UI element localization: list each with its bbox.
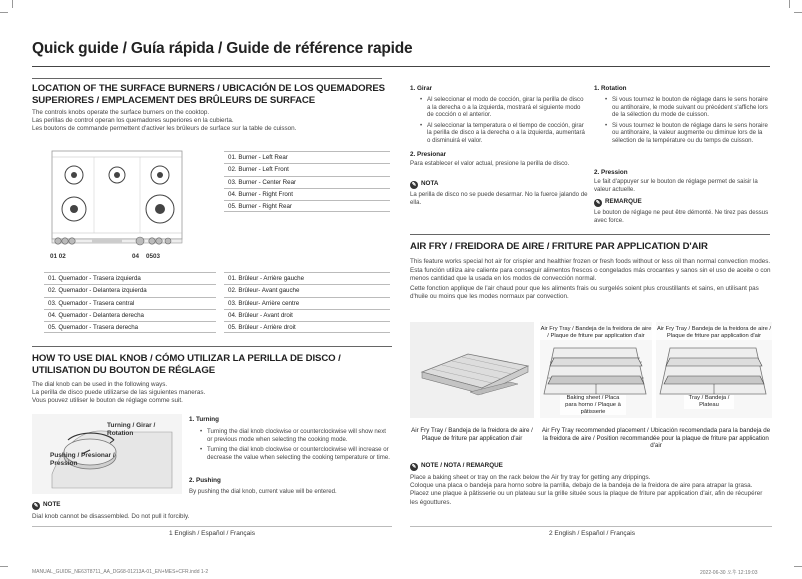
table-row: 02. Burner - Left Front [224,163,390,175]
bullet-text: Turning the dial knob clockwise or counterclockwise will increase or decrease the value when selecting the cooking temperature or time. [207,446,390,461]
nota-title: NOTA [421,180,439,187]
airfry-intro-fr: Cette fonction applique de l'air chaud pour que les aliments frais ou surgelés soient plus croustillants et sains, en utilisant pas d'huile ou moins que les modes normaux par convection. [410,284,759,300]
airfry-heading: AIR FRY / FREIDORA DE AIRE / FRITURE PAR APPLICATION D'AIR [410,241,708,252]
title-rule [32,66,770,67]
airfry-intro-en: This feature works special hot air for crispier and healthier frozen or fresh foods without or less oil than normal convection modes. [410,258,771,265]
airfry-note-en: Place a baking sheet or tray on the rack below the Air fry tray for getting any drippings. [410,474,651,481]
turning-label: Turning / Girar / Rotation [107,422,156,437]
burner-table-english [224,151,390,212]
es-presionar-text: Para establecer el valor actual, presione la perilla de disco. [410,160,570,167]
air-fry-tray-caption: Air Fry Tray / Bandeja de la freidora de aire / Plaque de friture par application d'air [411,427,533,442]
es-presionar-title: 2. Presionar [410,151,447,158]
footer-rule [32,526,392,527]
bullet-text: Al seleccionar la temperatura o el tiempo de cocción, girar la perilla de disco a la derecha o a la izquierda, aumentará o disminuirá el valor. [427,121,585,144]
burners-intro-fr: Les boutons de commande permettent d'activer les brûleurs de surface sur la table de cuisson. [32,125,297,133]
crop-mark [789,0,790,8]
airfry-note-es: Coloque una placa o bandeja para horno sobre la parrilla, debajo de la bandeja de la freidora de aire para atrapar la grasa. [410,482,753,490]
footer-rule [410,526,772,527]
nota-heading [410,180,438,189]
crop-mark [0,12,8,13]
airfry-note-title: NOTE / NOTA / REMARQUE [421,462,503,469]
note-icon: ✎ [595,200,601,206]
bullet-text: Al seleccionar el modo de cocción, girar la perilla de disco a la derecha o a la izquierda, mostrará el siguiente modo de cocción o el anterior. [427,96,584,119]
footer-right: 2 English / Español / Français [549,530,635,537]
table-row: 04. Burner - Right Front [224,188,390,200]
knob-label-04: 04 [132,253,140,260]
list-item: • Si vous tournez le bouton de réglage dans le sens horaire ou antihoraire, la valeur augmente ou diminue lors de la sélection de la température ou du temps de cuisson. [605,121,768,144]
list-item: • Al seleccionar la temperatura o el tiempo de cocción, girar la perilla de disco a la derecha o a la izquierda, aumentará o disminuirá el valor. [420,121,585,144]
table-row: 05. Burner - Right Rear [224,200,390,212]
note-icon: ✎ [411,182,417,188]
table-row: 03. Burner - Center Rear [224,176,390,188]
pushing-label: Pushing / Presionar / Pression [50,452,115,467]
table-row: 02. Brûleur- Avant gauche [224,284,390,296]
crop-mark [794,12,802,13]
fr-pression-text: Le fait d'appuyer sur le bouton de réglage permet de saisir la valeur actuelle. [594,178,758,193]
airfry-note-fr: Placez une plaque à pâtisserie ou un plateau sur la grille située sous la plaque de friture par application d'air, afin de récupérer les égouttures. [410,490,763,506]
section-rule [32,78,382,79]
burner-table-french [224,272,390,333]
air-fry-tray-image [410,322,534,418]
table-row: 01. Brûleur - Arrière gauche [224,272,390,284]
knob-label-05-03: 0503 [146,253,161,260]
dial-heading: HOW TO USE DIAL KNOB / CÓMO UTILIZAR LA PERILLA DE DISCO / UTILISATION DU BOUTON DE RÉGLAGE [32,353,341,376]
bullet-text: Turning the dial knob clockwise or counterclockwise will show next or previous mode when selecting the cooking mode. [207,428,386,443]
bullet-text: Si vous tournez le bouton de réglage dans le sens horaire ou antihoraire, la valeur augmente ou diminue lors de la sélection de la température ou du temps de cuisson. [612,121,768,144]
remarque-title: REMARQUE [605,198,642,205]
table-row: 02. Quemador - Delantera izquierda [44,284,216,296]
dial-intro-fr: Vous pouvez utiliser le bouton de réglage comme suit. [32,397,183,405]
note-title: NOTE [43,501,61,508]
table-row: 04. Brûleur - Avant droit [224,309,390,321]
nota-text: La perilla de disco no se puede desarmar. No la fuerce jalando de ella. [410,191,588,206]
remarque-heading [594,198,642,207]
bullet-text: Si vous tournez le bouton de réglage dans le sens horaire ou antihoraire, le mode suivant ou précédent s'affiche lors de la sélection du mode de cuisson. [612,96,768,119]
fr-pression-title: 2. Pression [594,169,628,176]
list-item: • Turning the dial knob clockwise or counterclockwise will show next or previous mode when selecting the cooking mode. [200,428,386,443]
baking-sheet-label: Baking sheet / Placa para horno / Plaque à pâtisserie [560,395,626,415]
airfry-note-heading [410,462,503,471]
tray-label-1: Air Fry Tray / Bandeja de la freidora de aire / Plaque de friture par application d'air [540,326,652,339]
section-rule [410,234,770,235]
table-row: 03. Quemador - Trasera central [44,297,216,309]
crop-mark [0,566,8,567]
fr-rotation-title: 1. Rotation [594,85,627,92]
dial-intro-es: La perilla de disco puede utilizarse de las siguientes maneras. [32,389,206,397]
en-pushing-text: By pushing the dial knob, current value will be entered. [189,488,337,495]
note-icon: ✎ [33,503,39,509]
knob-label-01-02: 01 02 [50,253,66,260]
burners-heading: LOCATION OF THE SURFACE BURNERS / UBICACIÓN DE LOS QUEMADORES SUPERIORES / EMPLACEMENT DES BRÛLEURS DE SURFACE [32,83,385,106]
airfry-intro-es: Esta función utiliza aire caliente para conseguir alimentos frescos o congelados más crocantes y sanos sin el uso de aceite o con menos cantidad que la usada en los modos de convección normal. [410,267,771,283]
es-girar-title: 1. Girar [410,85,433,92]
placement-caption: Air Fry Tray recommended placement / Ubicación recomendada para la bandeja de la freidora de aire / Position recommandée pour la plaque de friture par application d'air [541,427,771,450]
note-text: Dial knob cannot be disassembled. Do not pull it forcibly. [32,513,190,520]
burner-table-spanish [44,272,216,333]
table-row: 01. Burner - Left Rear [224,151,390,163]
tray-label-2: Air Fry Tray / Bandeja de la freidora de aire / Plaque de friture par application d'air [656,326,772,339]
list-item: • Al seleccionar el modo de cocción, girar la perilla de disco a la derecha o a la izquierda, mostrará el siguiente modo de cocción o el anterior. [420,96,584,119]
crop-mark [12,0,13,8]
cooktop-illustration [32,147,222,265]
table-row: 04. Quemador - Delantera derecha [44,309,216,321]
table-row: 05. Quemador - Trasera derecha [44,321,216,333]
section-rule [32,346,392,347]
footer-left: 1 English / Español / Français [169,530,255,537]
table-row: 03. Brûleur- Arrière centre [224,297,390,309]
burners-intro-es: Las perillas de control operan los quemadores superiores en la cubierta. [32,117,234,125]
crop-mark [794,566,802,567]
note-icon: ✎ [411,464,417,470]
en-pushing-title: 2. Pushing [189,477,221,484]
dial-intro-en: The dial knob can be used in the following ways. [32,381,168,388]
page-title: Quick guide / Guía rápida / Guide de référence rapide [32,40,413,57]
table-row: 05. Brûleur - Arrière droit [224,321,390,333]
remarque-text: Le bouton de réglage ne peut être démonté. Ne tirez pas dessus avec force. [594,209,769,224]
table-row: 01. Quemador - Trasera izquierda [44,272,216,284]
print-slug-left: MANUAL_GUIDE_NE63T8711_AA_DG68-01213A-01_EN+MES+CFR.indd 1-2 [32,569,209,575]
list-item: • Turning the dial knob clockwise or counterclockwise will increase or decrease the value when selecting the cooking temperature or time. [200,446,390,461]
tray-label: Tray / Bandeja / Plateau [684,395,734,409]
note-heading [32,501,61,510]
print-slug-right: 2022-06-30 오후 12:19:03 [700,570,758,576]
en-turning-title: 1. Turning [189,416,219,423]
list-item: • Si vous tournez le bouton de réglage dans le sens horaire ou antihoraire, le mode suivant ou précédent s'affiche lors de la sélection du mode de cuisson. [605,96,768,119]
burners-intro-en: The controls knobs operate the surface burners on the cooktop. [32,109,210,116]
